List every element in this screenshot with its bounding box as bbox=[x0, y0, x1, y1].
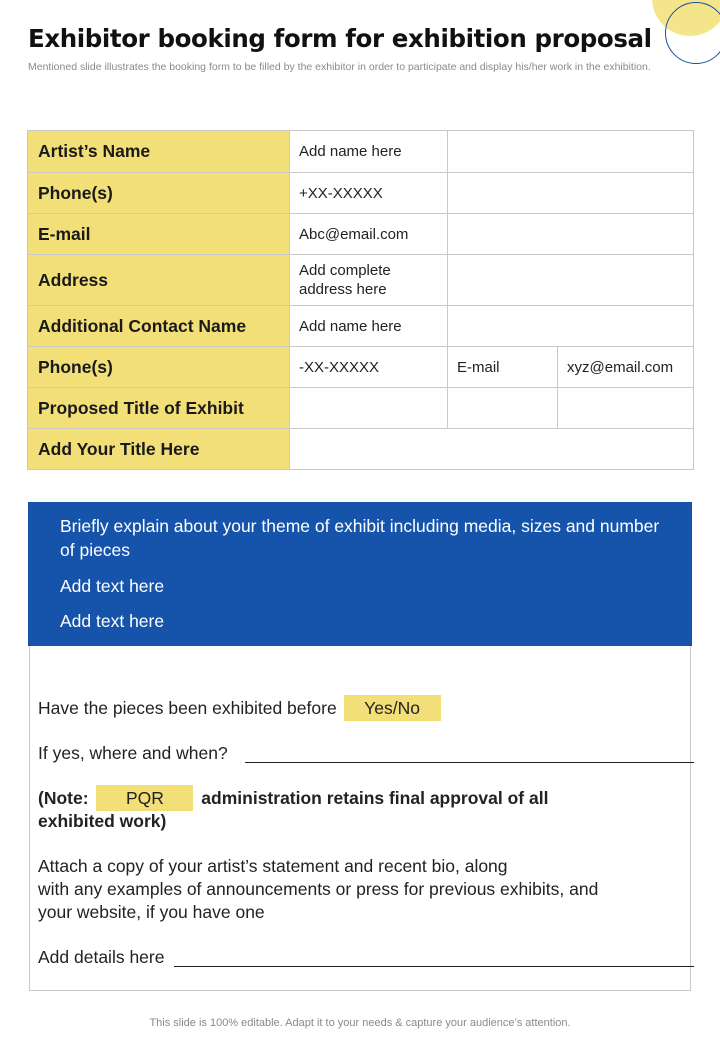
artist-name-field[interactable]: Add name here bbox=[290, 131, 448, 173]
your-title-label: Add Your Title Here bbox=[28, 429, 290, 470]
table-row bbox=[28, 131, 694, 173]
table-row bbox=[28, 255, 694, 306]
attach-line: your website, if you have one bbox=[38, 902, 265, 922]
artist-name-label: Artist’s Name bbox=[28, 131, 290, 173]
table-row bbox=[28, 173, 694, 214]
email-field[interactable]: Abc@email.com bbox=[290, 214, 448, 255]
empty-cell[interactable] bbox=[558, 388, 694, 429]
secondary-phone-field[interactable]: -XX-XXXXX bbox=[290, 347, 448, 388]
empty-cell[interactable] bbox=[448, 255, 694, 306]
blue-ring-shape bbox=[665, 2, 720, 64]
empty-cell[interactable] bbox=[290, 429, 694, 470]
proposed-title-label: Proposed Title of Exhibit bbox=[28, 388, 290, 429]
corner-decoration bbox=[650, 0, 720, 70]
page-subtitle: Mentioned slide illustrates the booking form to be filled by the exhibitor in order to participate and display his/her work in the exhibition. bbox=[28, 61, 651, 73]
note-text-continued: exhibited work) bbox=[38, 811, 167, 831]
empty-cell[interactable] bbox=[290, 388, 448, 429]
empty-cell[interactable] bbox=[448, 131, 694, 173]
additional-contact-label: Additional Contact Name bbox=[28, 306, 290, 347]
where-when-label: If yes, where and when? bbox=[38, 743, 228, 763]
exhibited-before-row bbox=[38, 695, 441, 721]
phone-field[interactable]: +XX-XXXXX bbox=[290, 173, 448, 214]
table-row bbox=[28, 306, 694, 347]
yes-no-field[interactable]: Yes/No bbox=[344, 695, 441, 721]
additional-contact-field[interactable]: Add name here bbox=[290, 306, 448, 347]
attach-instructions bbox=[38, 855, 598, 924]
theme-description-box bbox=[28, 502, 692, 646]
secondary-phone-label: Phone(s) bbox=[28, 347, 290, 388]
attach-line: with any examples of announcements or press for previous exhibits, and bbox=[38, 879, 599, 899]
secondary-email-label: E-mail bbox=[448, 347, 558, 388]
details-answer-line[interactable] bbox=[174, 966, 694, 967]
exhibitor-details-table bbox=[27, 130, 694, 470]
footer-note: This slide is 100% editable. Adapt it to your needs & capture your audience’s attention. bbox=[149, 1017, 571, 1029]
secondary-email-field[interactable]: xyz@email.com bbox=[558, 347, 694, 388]
note-prefix: (Note: bbox=[38, 788, 89, 808]
theme-text-field-1[interactable]: Add text here bbox=[60, 576, 165, 596]
empty-cell[interactable] bbox=[448, 214, 694, 255]
page-title: Exhibitor booking form for exhibition proposal bbox=[28, 24, 652, 53]
theme-question: Briefly explain about your theme of exhibit including media, sizes and number of pieces bbox=[60, 516, 660, 560]
table-row bbox=[28, 347, 694, 388]
address-label: Address bbox=[28, 255, 290, 306]
address-field[interactable]: Add complete address here bbox=[290, 255, 448, 306]
where-when-answer-line[interactable] bbox=[245, 762, 694, 763]
note-row bbox=[38, 785, 548, 811]
empty-cell[interactable] bbox=[448, 306, 694, 347]
exhibited-before-question: Have the pieces been exhibited before bbox=[38, 698, 337, 718]
organization-name-field[interactable]: PQR bbox=[96, 785, 193, 811]
empty-cell[interactable] bbox=[448, 173, 694, 214]
table-row bbox=[28, 214, 694, 255]
table-row bbox=[28, 388, 694, 429]
table-row bbox=[28, 429, 694, 470]
note-text: administration retains final approval of all bbox=[201, 788, 549, 808]
empty-cell[interactable] bbox=[448, 388, 558, 429]
theme-text-field-2[interactable]: Add text here bbox=[60, 611, 165, 631]
attach-line: Attach a copy of your artist’s statement and recent bio, along bbox=[38, 856, 508, 876]
phone-label: Phone(s) bbox=[28, 173, 290, 214]
details-label: Add details here bbox=[38, 947, 165, 967]
email-label: E-mail bbox=[28, 214, 290, 255]
